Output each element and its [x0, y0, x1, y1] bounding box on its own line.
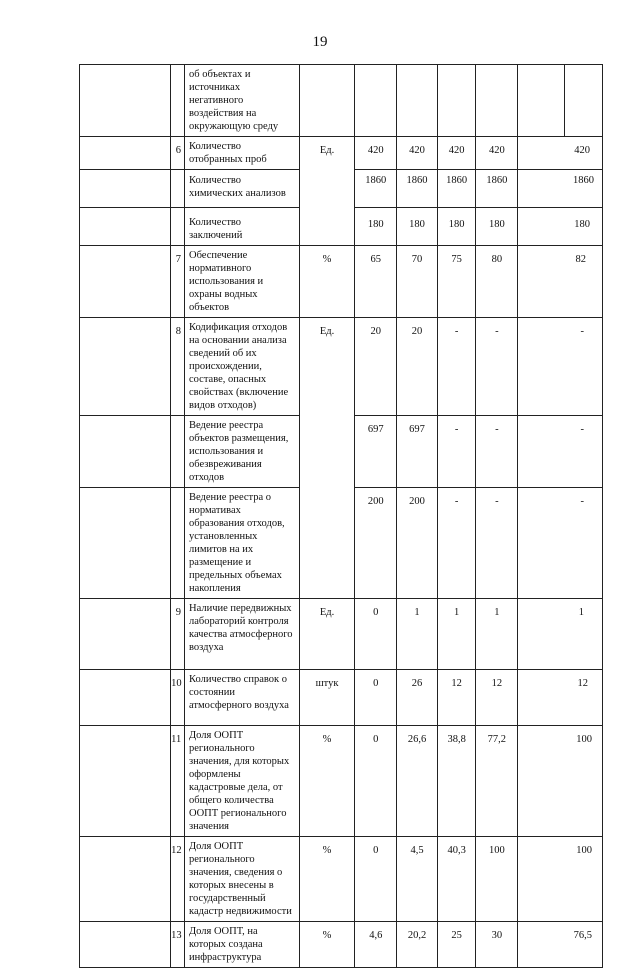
table-row: [80, 65, 603, 137]
unit-cell: Ед.: [299, 137, 355, 246]
indicator-name: Доля ООПТ регионального значения, для которых оформлены кадастровые дела, от общего количества ООПТ регионального значения: [185, 726, 300, 837]
table-row: [80, 922, 603, 968]
value-cell: [397, 65, 438, 137]
blank-cell: [80, 137, 171, 170]
value-cell: 0: [355, 670, 397, 726]
value-cell: 420: [437, 137, 476, 170]
value-cell: 76,5: [518, 922, 603, 968]
table-row: [80, 599, 603, 670]
value-cell: 12: [476, 670, 518, 726]
value-cell: -: [437, 416, 476, 488]
unit-cell: штук: [299, 670, 355, 726]
blank-cell: [80, 726, 171, 837]
row-number: [171, 416, 185, 488]
value-cell: -: [437, 488, 476, 599]
blank-cell: [80, 65, 171, 137]
row-number: 9: [171, 599, 185, 670]
value-cell: -: [476, 318, 518, 416]
blank-cell: [80, 170, 171, 208]
value-cell: -: [518, 416, 603, 488]
table-row: [80, 137, 603, 170]
value-cell: 1860: [476, 170, 518, 208]
blank-cell: [80, 416, 171, 488]
value-cell: 200: [355, 488, 397, 599]
unit-cell: %: [299, 726, 355, 837]
page-number: 19: [312, 34, 328, 50]
value-cell: 12: [437, 670, 476, 726]
row-number: 6: [171, 137, 185, 170]
indicator-name: об объектах и источниках негативного воздействия на окружающую среду: [185, 65, 300, 137]
unit-cell: %: [299, 246, 355, 318]
value-cell: 70: [397, 246, 438, 318]
value-cell: 38,8: [437, 726, 476, 837]
value-cell: [355, 65, 397, 137]
value-cell: 180: [518, 208, 603, 246]
indicator-name: Ведение реестра о нормативах образования отходов, установленных лимитов на их размещение и предельных объемах накопления: [185, 488, 300, 599]
blank-cell: [80, 922, 171, 968]
value-cell: 80: [476, 246, 518, 318]
value-cell: 1860: [518, 170, 603, 208]
value-cell: 20: [355, 318, 397, 416]
value-cell: 100: [518, 837, 603, 922]
indicator-name: Количество заключений: [185, 208, 300, 246]
row-number: [171, 208, 185, 246]
row-number: 8: [171, 318, 185, 416]
value-cell: [437, 65, 476, 137]
blank-cell: [80, 488, 171, 599]
indicator-name: Наличие передвижных лабораторий контроля качества атмосферного воздуха: [185, 599, 300, 670]
blank-cell: [80, 318, 171, 416]
value-cell: 1: [397, 599, 438, 670]
blank-cell: [80, 837, 171, 922]
value-cell: 420: [397, 137, 438, 170]
value-cell: 26: [397, 670, 438, 726]
indicator-name: Количество справок о состоянии атмосферного воздуха: [185, 670, 300, 726]
value-cell: 1: [476, 599, 518, 670]
value-cell: 100: [518, 726, 603, 837]
indicators-table: [79, 64, 603, 968]
table-row: [80, 246, 603, 318]
indicator-name: Количество отобранных проб: [185, 137, 300, 170]
unit-cell: %: [299, 837, 355, 922]
value-cell: -: [518, 488, 603, 599]
indicator-name: Доля ООПТ, на которых создана инфраструктура: [185, 922, 300, 968]
value-cell: -: [437, 318, 476, 416]
value-cell: 1: [518, 599, 603, 670]
value-cell: 0: [355, 599, 397, 670]
value-cell: 26,6: [397, 726, 438, 837]
table-row: [80, 726, 603, 837]
indicator-name: Кодификация отходов на основании анализа сведений об их происхождении, составе, опасных свойствах (включение видов отходов): [185, 318, 300, 416]
unit-cell: %: [299, 922, 355, 968]
value-cell: 20,2: [397, 922, 438, 968]
indicator-name: Ведение реестра объектов размещения, использования и обезвреживания отходов: [185, 416, 300, 488]
value-cell: 0: [355, 726, 397, 837]
unit-cell: [299, 65, 355, 137]
value-cell: 180: [397, 208, 438, 246]
value-cell: 82: [518, 246, 603, 318]
indicator-name: Количество химических анализов: [185, 170, 300, 208]
row-number: 12: [171, 837, 185, 922]
value-cell: 100: [476, 837, 518, 922]
value-cell: 65: [355, 246, 397, 318]
blank-cell: [80, 246, 171, 318]
value-cell: 1860: [437, 170, 476, 208]
value-cell: 77,2: [476, 726, 518, 837]
table-row: [80, 670, 603, 726]
table-row: [80, 837, 603, 922]
value-cell: [476, 65, 518, 137]
unit-cell: Ед.: [299, 599, 355, 670]
value-cell: 1860: [397, 170, 438, 208]
row-number: [171, 170, 185, 208]
value-cell: 420: [518, 137, 603, 170]
row-number: 7: [171, 246, 185, 318]
row-number: [171, 65, 185, 137]
table-row: [80, 318, 603, 416]
value-cell: 200: [397, 488, 438, 599]
value-cell: 25: [437, 922, 476, 968]
value-cell: [518, 65, 565, 137]
value-cell: 697: [355, 416, 397, 488]
value-cell: 420: [355, 137, 397, 170]
value-cell: 40,3: [437, 837, 476, 922]
value-cell: 180: [437, 208, 476, 246]
value-cell: -: [476, 488, 518, 599]
indicator-name: Доля ООПТ регионального значения, сведения о которых внесены в государственный кадастр недвижимости: [185, 837, 300, 922]
row-number: [171, 488, 185, 599]
value-cell: -: [518, 318, 603, 416]
value-cell: 4,5: [397, 837, 438, 922]
blank-cell: [565, 65, 603, 137]
value-cell: 180: [355, 208, 397, 246]
value-cell: 20: [397, 318, 438, 416]
value-cell: 0: [355, 837, 397, 922]
value-cell: 4,6: [355, 922, 397, 968]
row-number: 11: [171, 726, 185, 837]
value-cell: 1860: [355, 170, 397, 208]
value-cell: 12: [518, 670, 603, 726]
value-cell: 697: [397, 416, 438, 488]
value-cell: 1: [437, 599, 476, 670]
unit-cell: Ед.: [299, 318, 355, 599]
blank-cell: [80, 599, 171, 670]
blank-cell: [80, 208, 171, 246]
value-cell: 180: [476, 208, 518, 246]
value-cell: 420: [476, 137, 518, 170]
blank-cell: [80, 670, 171, 726]
indicator-name: Обеспечение нормативного использования и охраны водных объектов: [185, 246, 300, 318]
row-number: 13: [171, 922, 185, 968]
value-cell: 75: [437, 246, 476, 318]
row-number: 10: [171, 670, 185, 726]
value-cell: -: [476, 416, 518, 488]
value-cell: 30: [476, 922, 518, 968]
